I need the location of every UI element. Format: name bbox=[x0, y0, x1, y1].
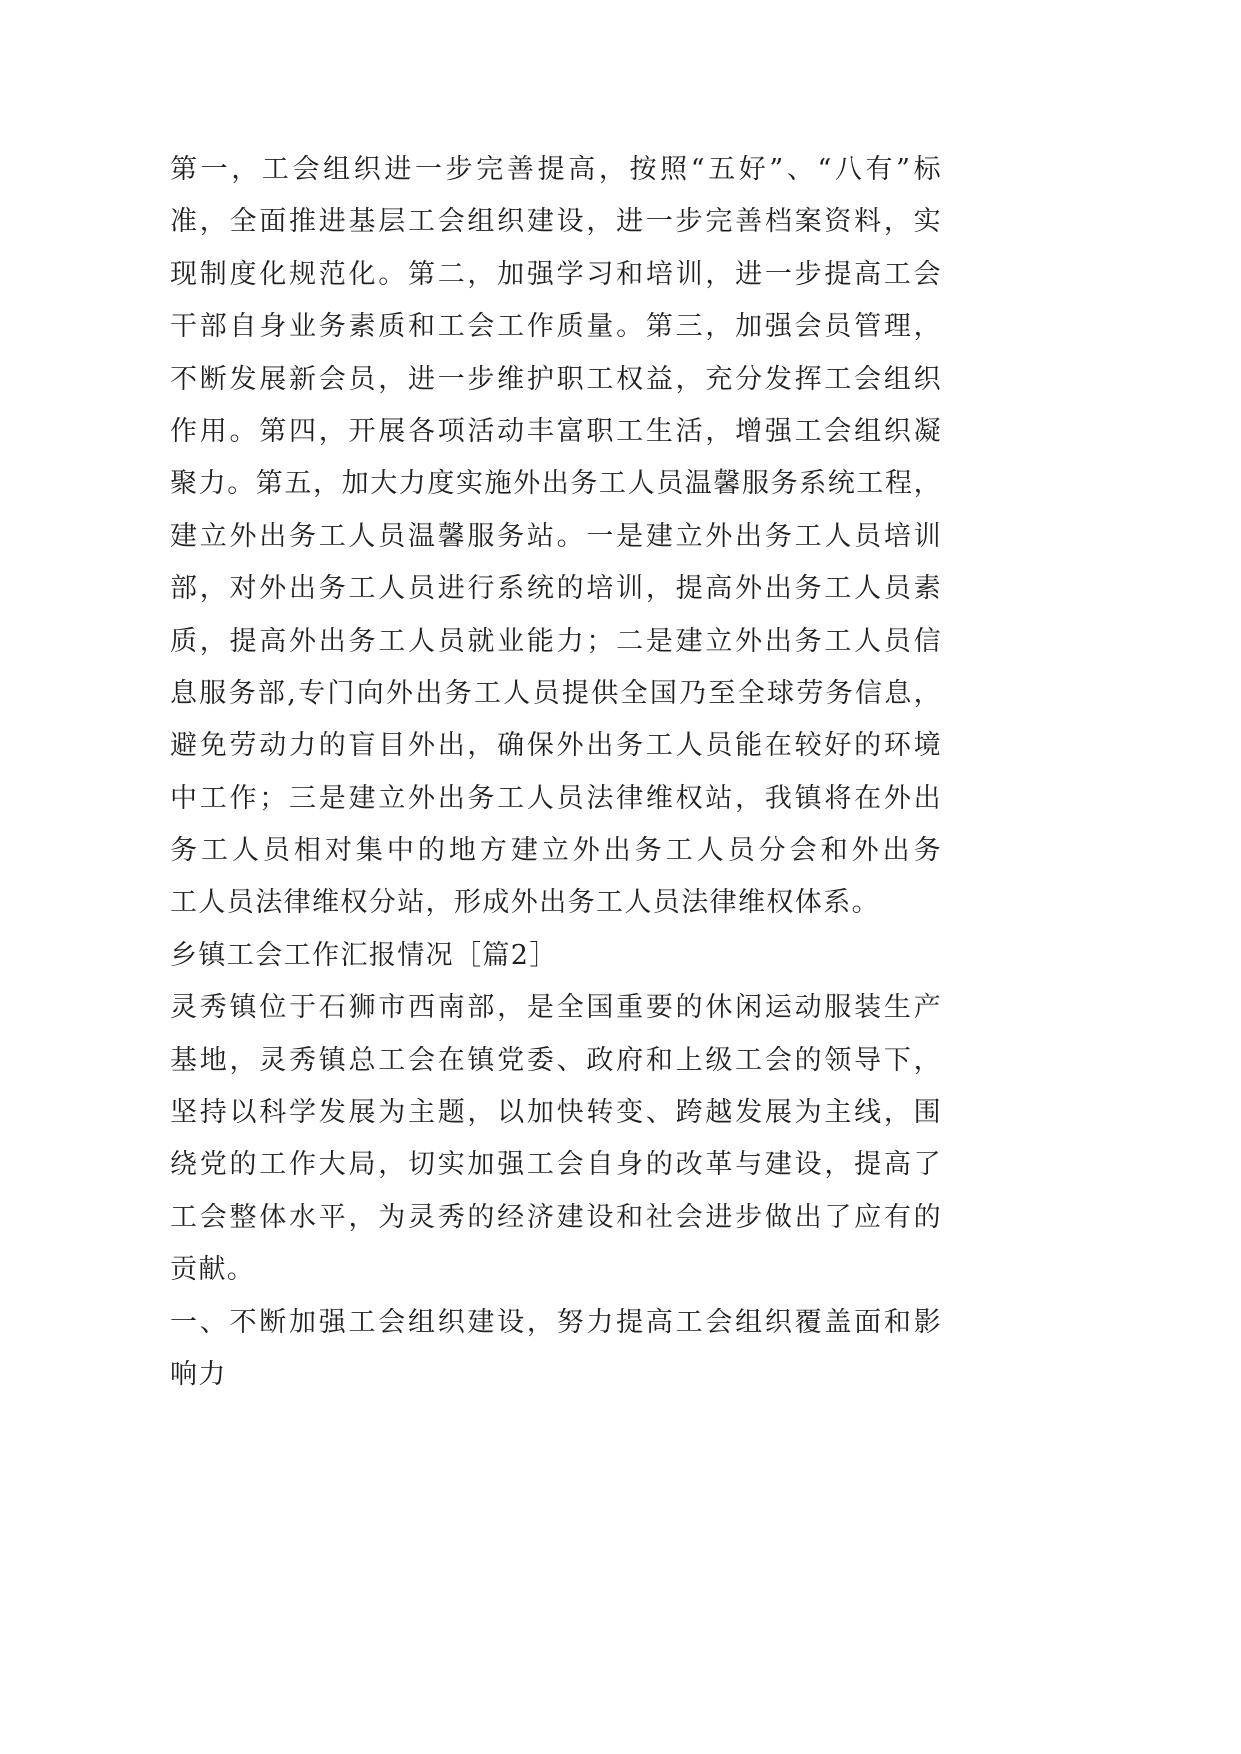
text-line: 息服务部,专门向外出务工人员提供全国乃至全球劳务信息， bbox=[170, 677, 942, 709]
paragraph bbox=[170, 982, 942, 1296]
text-line: 现制度化规范化。第二，加强学习和培训，进一步提高工会 bbox=[170, 258, 942, 290]
text-line: 工人员法律维权分站，形成外出务工人员法律维权体系。 bbox=[170, 887, 880, 919]
text-line: 第一，工会组织进一步完善提高，按照“五好”、“八有”标 bbox=[170, 154, 942, 185]
text-line: 务工人员相对集中的地方建立外出务工人员分会和外出务 bbox=[170, 835, 942, 867]
text-line: 灵秀镇位于石狮市西南部，是全国重要的休闲运动服装生产 bbox=[170, 992, 942, 1024]
text-line: 贡献。 bbox=[170, 1254, 256, 1286]
text-line: 绕党的工作大局，切实加强工会自身的改革与建设，提高了 bbox=[170, 1149, 942, 1181]
heading-line: 一、不断加强工会组织建设，努力提高工会组织覆盖面和影 bbox=[170, 1306, 942, 1338]
text-line: 避免劳动力的盲目外出，确保外出务工人员能在较好的环境 bbox=[170, 730, 942, 762]
heading-line: 乡镇工会工作汇报情况［篇2］ bbox=[170, 939, 558, 971]
subsection-heading bbox=[170, 1297, 942, 1402]
text-line: 建立外出务工人员温馨服务站。一是建立外出务工人员培训 bbox=[170, 520, 942, 552]
text-line: 准，全面推进基层工会组织建设，进一步完善档案资料，实 bbox=[170, 206, 942, 238]
text-line: 基地，灵秀镇总工会在镇党委、政府和上级工会的领导下， bbox=[170, 1044, 942, 1076]
paragraph bbox=[170, 144, 942, 930]
text-line: 中工作；三是建立外出务工人员法律维权站，我镇将在外出 bbox=[170, 782, 942, 814]
section-heading bbox=[170, 930, 942, 982]
text-line: 部，对外出务工人员进行系统的培训，提高外出务工人员素 bbox=[170, 573, 942, 605]
text-line: 质，提高外出务工人员就业能力；二是建立外出务工人员信 bbox=[170, 625, 942, 657]
text-line: 不断发展新会员，进一步维护职工权益，充分发挥工会组织 bbox=[170, 363, 942, 395]
text-line: 聚力。第五，加大力度实施外出务工人员温馨服务系统工程， bbox=[170, 468, 942, 500]
text-line: 坚持以科学发展为主题，以加快转变、跨越发展为主线，围 bbox=[170, 1097, 942, 1129]
text-line: 工会整体水平，为灵秀的经济建设和社会进步做出了应有的 bbox=[170, 1201, 942, 1233]
heading-line: 响力 bbox=[170, 1358, 227, 1390]
document-body bbox=[170, 144, 942, 1401]
text-line: 作用。第四，开展各项活动丰富职工生活，增强工会组织凝 bbox=[170, 415, 942, 447]
text-line: 干部自身业务素质和工会工作质量。第三，加强会员管理， bbox=[170, 311, 942, 343]
